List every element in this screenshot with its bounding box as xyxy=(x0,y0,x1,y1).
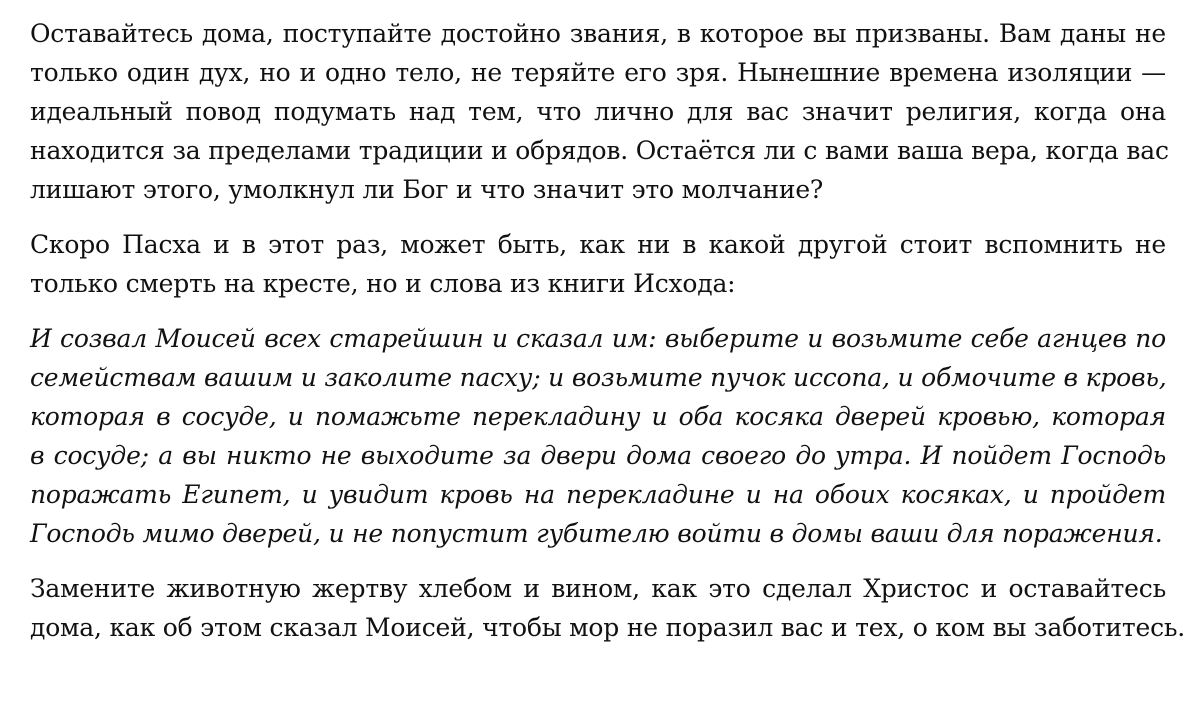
text-line: Скоро Пасха и в этот раз, может быть, как ни в какой другой стоит вспомнить не xyxy=(30,230,1166,259)
paragraph-stay-home xyxy=(30,14,1169,209)
text-line: И созвал Моисей всех старейшин и сказал им: выберите и возьмите себе агнцев по xyxy=(30,324,1166,353)
text-line: дома, как об этом сказал Моисей, чтобы мор не поразил вас и тех, о ком вы заботитесь. xyxy=(30,613,1186,642)
text-line: идеальный повод подумать над тем, что лично для вас значит религия, когда она xyxy=(30,97,1166,126)
text-line: только смерть на кресте, но и слова из книги Исхода: xyxy=(30,269,736,298)
text-line: семействам вашим и заколите пасху; и возьмите пучок иссопа, и обмочите в кровь, xyxy=(30,363,1167,392)
text-line: Замените животную жертву хлебом и вином, как это сделал Христос и оставайтесь xyxy=(30,574,1166,603)
text-line: находится за пределами традиции и обрядов. Остаётся ли с вами ваша вера, когда вас xyxy=(30,136,1169,165)
text-line: только один дух, но и одно тело, не теряйте его зря. Нынешние времена изоляции — xyxy=(30,58,1166,87)
paragraph-sacrifice xyxy=(30,569,1186,647)
paragraph-easter xyxy=(30,225,1166,303)
text-line: в сосуде; а вы никто не выходите за двери дома своего до утра. И пойдет Господь xyxy=(30,441,1166,470)
text-line: Оставайтесь дома, поступайте достойно звания, в которое вы призваны. Вам даны не xyxy=(30,19,1166,48)
text-line: Господь мимо дверей, и не попустит губителю войти в домы ваши для поражения. xyxy=(30,519,1163,548)
text-line: поражать Египет, и увидит кровь на перекладине и на обоих косяках, и пройдет xyxy=(30,480,1166,509)
text-line: которая в сосуде, и помажьте перекладину и оба косяка дверей кровью, которая xyxy=(30,402,1166,431)
text-line: лишают этого, умолкнул ли Бог и что значит это молчание? xyxy=(30,175,824,204)
paragraph-exodus-quote xyxy=(30,319,1166,553)
